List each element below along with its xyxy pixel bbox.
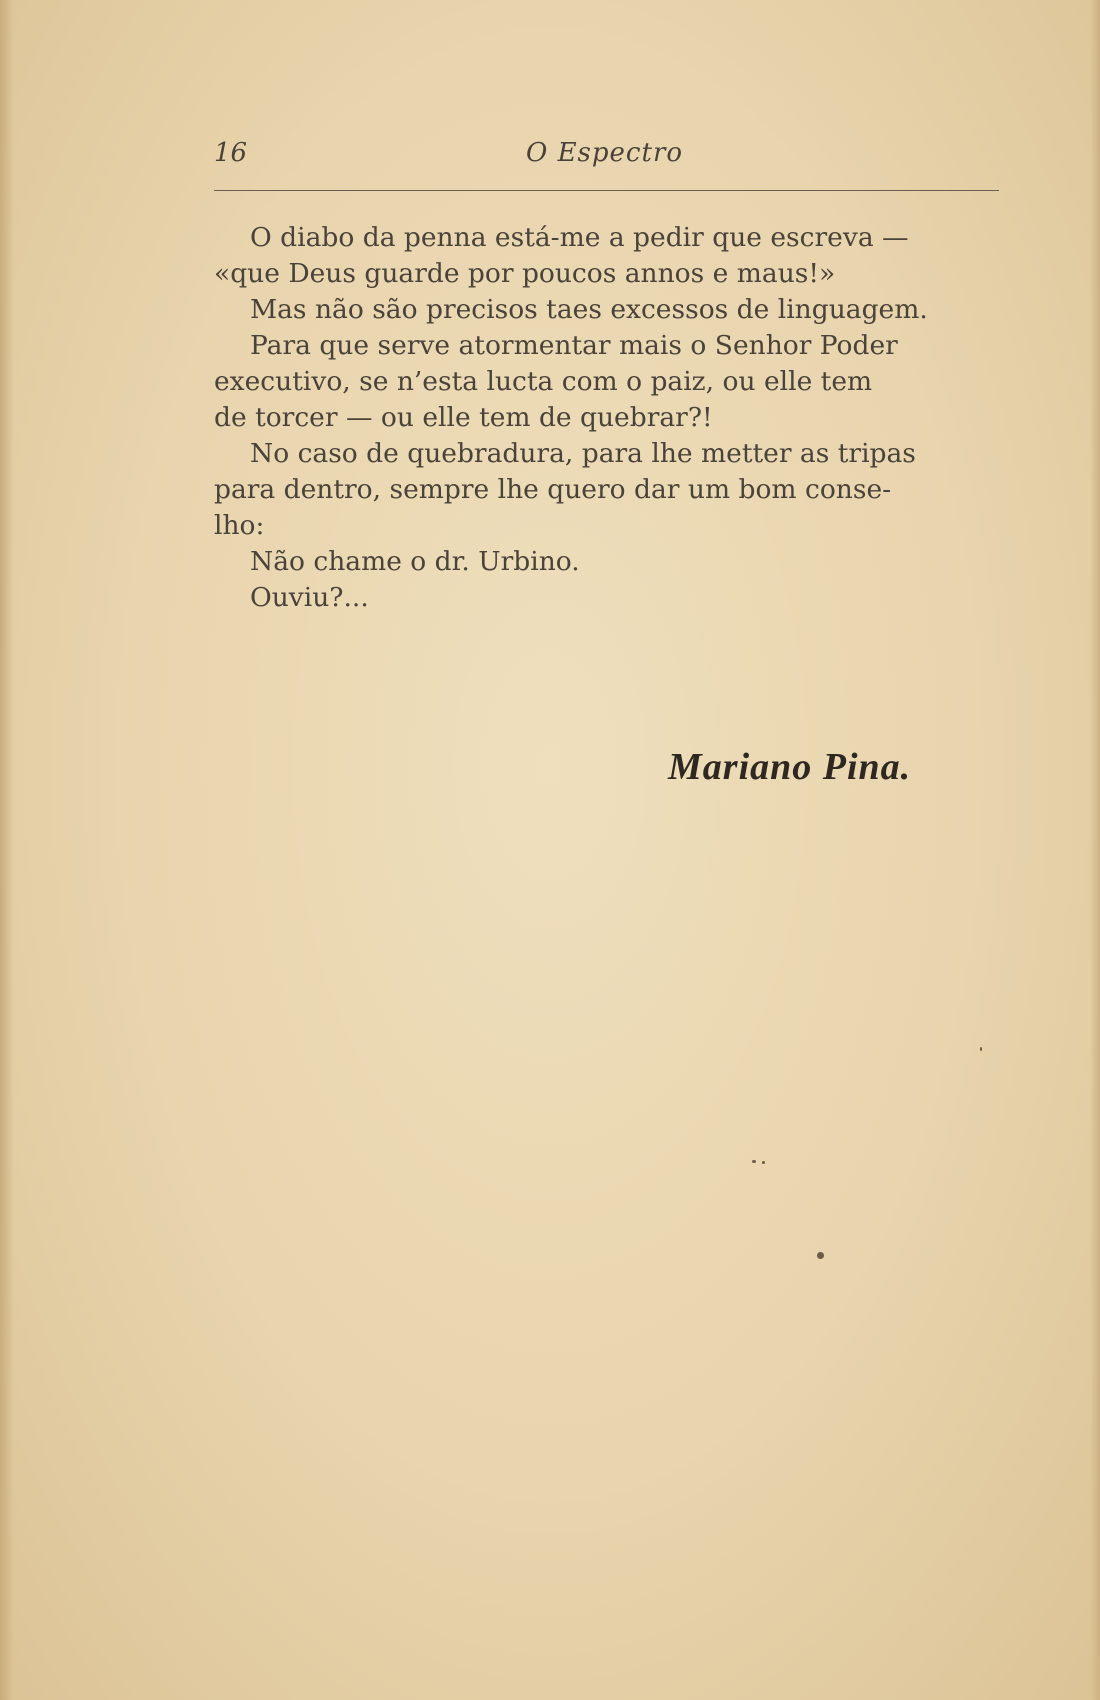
paper-speck [980, 1047, 982, 1051]
paragraph [214, 328, 1004, 436]
body-text [214, 220, 1004, 616]
page-number: 16 [214, 138, 248, 168]
text-line: No caso de quebradura, para lhe metter as tripas [250, 438, 916, 469]
running-title: O Espectro [526, 138, 684, 168]
page-edge-shadow [1090, 0, 1100, 1700]
text-line: «que Deus guarde por poucos annos e maus!» [214, 258, 836, 289]
paragraph [214, 292, 1004, 328]
author-signature: Mariano Pina. [668, 746, 912, 788]
text-line: Para que serve atormentar mais o Senhor Poder [250, 330, 898, 361]
paragraph [214, 436, 1004, 544]
text-line: lho: [214, 510, 265, 541]
header-rule [214, 190, 999, 191]
text-line: Não chame o dr. Urbino. [250, 546, 580, 577]
text-line: de torcer — ou elle tem de quebrar?! [214, 402, 713, 433]
text-line: Ouviu?... [250, 582, 369, 613]
paragraph [214, 580, 1004, 616]
running-header [214, 138, 999, 178]
paper-speck [817, 1252, 824, 1259]
paper-speck [762, 1161, 765, 1164]
paper-speck [752, 1160, 756, 1163]
text-line: para dentro, sempre lhe quero dar um bom conse- [214, 474, 892, 505]
text-line: executivo, se n’esta lucta com o paiz, ou elle tem [214, 366, 873, 397]
paragraph [214, 544, 1004, 580]
text-line: Mas não são precisos taes excessos de linguagem. [250, 294, 928, 325]
paragraph [214, 220, 1004, 292]
text-line: O diabo da penna está-me a pedir que escreva — [250, 222, 909, 253]
page-gutter-shadow [0, 0, 14, 1700]
